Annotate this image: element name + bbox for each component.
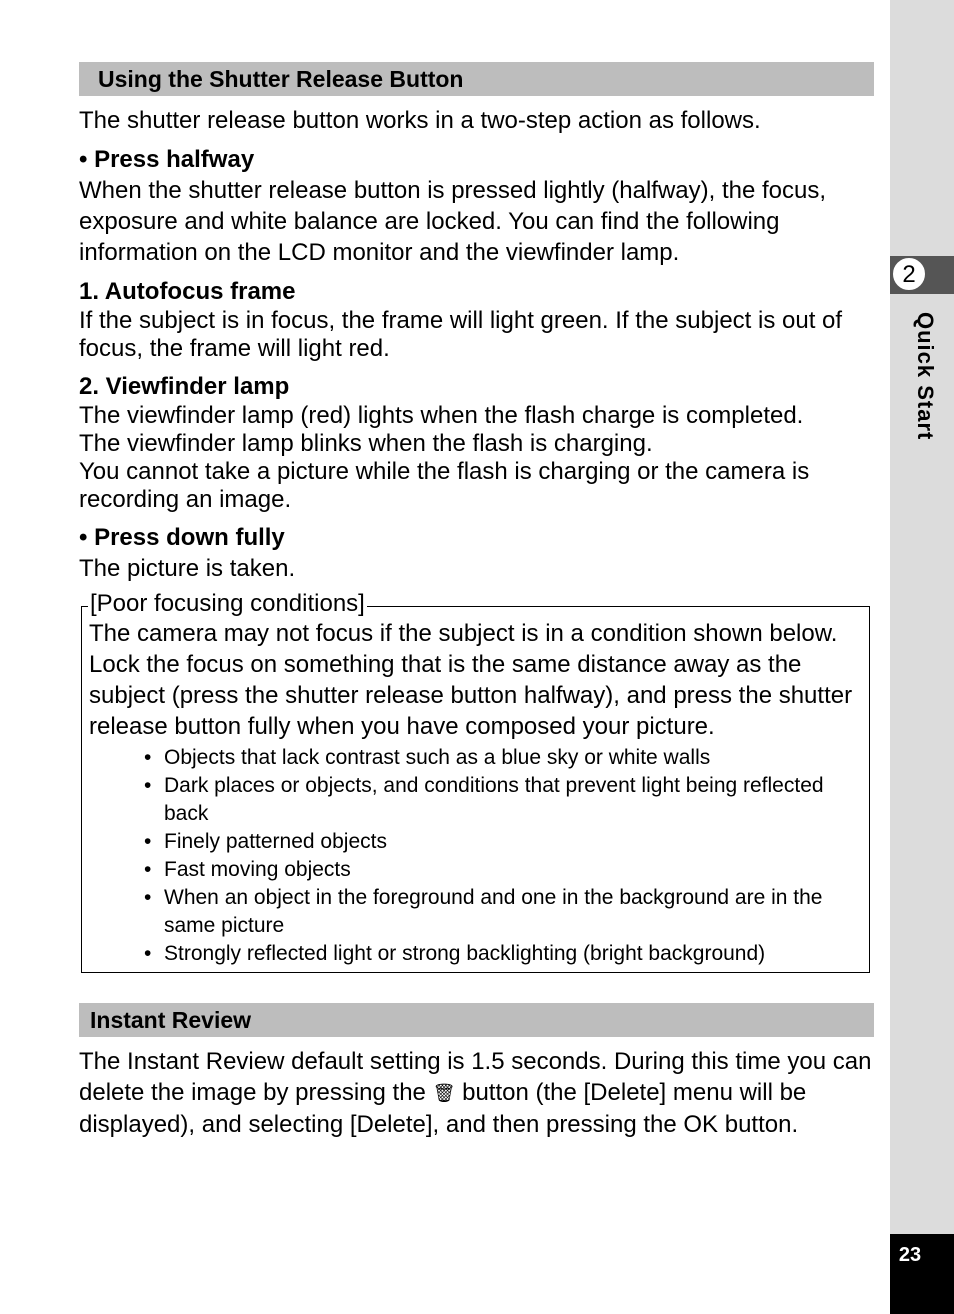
viewfinder-lamp-heading: 2. Viewfinder lamp xyxy=(79,373,290,400)
chapter-number: 2 xyxy=(892,257,926,291)
bullet-glyph: • xyxy=(144,746,152,769)
list-item: • When an object in the foreground and one in the background are in the same picture xyxy=(144,886,823,937)
bullet-glyph: • xyxy=(144,858,152,881)
shutter-intro: The shutter release button works in a two-step action as follows. xyxy=(79,107,761,134)
poor-focusing-intro: The camera may not focus if the subject is in a condition shown below. Lock the focus on something that is the same distance away as the subject (press the shutter release button halfway), and press the shutter release button fully when you have composed your picture. xyxy=(89,620,853,740)
list-item: • Objects that lack contrast such as a blue sky or white walls xyxy=(89,744,861,772)
bullet-glyph: • xyxy=(144,774,152,797)
list-item: • Fast moving objects xyxy=(89,856,861,884)
poor-focusing-list xyxy=(89,744,861,968)
chapter-sidebar xyxy=(890,0,954,1314)
page-number: 23 xyxy=(898,1244,922,1266)
viewfinder-lamp-line: The viewfinder lamp (red) lights when the flash charge is completed. xyxy=(79,402,804,429)
instant-review-text: The Instant Review default setting is 1.5 seconds. During this time you can delete the image by pressing the 🗑 button (the [Delete] menu will be displayed), and selecting [Delete], and then pressing the OK button. xyxy=(79,1048,872,1138)
bullet-glyph: • xyxy=(144,830,152,853)
press-fully-text: The picture is taken. xyxy=(79,555,296,582)
page-content xyxy=(79,62,874,1140)
press-fully-heading: • Press down fully xyxy=(79,524,285,551)
chapter-title: Quick Start xyxy=(913,312,938,441)
autofocus-frame-text: If the subject is in focus, the frame will light green. If the subject is out of focus, the frame will light red. xyxy=(79,307,843,362)
press-halfway-text: When the shutter release button is pressed lightly (halfway), the focus, exposure and white balance are locked. You can find the following information on the LCD monitor and the viewfinder lamp. xyxy=(79,177,827,266)
list-item: • Finely patterned objects xyxy=(89,828,861,856)
trash-icon: 🗑 xyxy=(432,1083,456,1103)
section-heading-instant-review: Instant Review xyxy=(79,1003,874,1037)
bullet-glyph: • xyxy=(144,886,152,909)
section-heading-shutter: Using the Shutter Release Button xyxy=(79,62,874,96)
poor-focusing-box xyxy=(81,590,870,973)
list-item: • Dark places or objects, and conditions that prevent light being reflected back xyxy=(144,774,824,825)
poor-focusing-title: [Poor focusing conditions] xyxy=(90,590,365,617)
viewfinder-lamp-line: The viewfinder lamp blinks when the flash is charging. xyxy=(79,430,653,457)
press-halfway-heading: • Press halfway xyxy=(79,146,255,173)
list-item: • Strongly reflected light or strong backlighting (bright background) xyxy=(89,940,861,968)
viewfinder-lamp-line: You cannot take a picture while the flash is charging or the camera is recording an image. xyxy=(79,458,810,513)
bullet-glyph: • xyxy=(144,942,152,965)
autofocus-frame-heading: 1. Autofocus frame xyxy=(79,278,296,305)
